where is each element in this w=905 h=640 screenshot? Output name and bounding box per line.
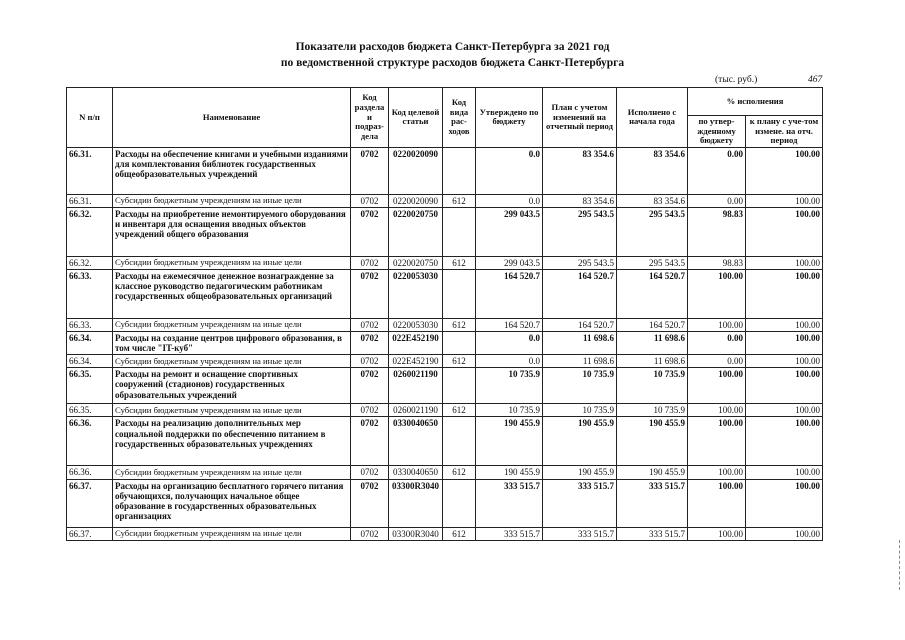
- row-name: Субсидии бюджетным учреждениям на иные цели: [113, 404, 351, 417]
- row-pct-plan: 100.00: [746, 527, 823, 540]
- row-num: 66.31.: [67, 194, 113, 207]
- table-row: [67, 319, 823, 332]
- row-type-code: [443, 332, 476, 355]
- row-type-code: 612: [443, 256, 476, 269]
- row-type-code: 612: [443, 319, 476, 332]
- row-section-code: 0702: [351, 319, 389, 332]
- row-num: 66.34.: [67, 355, 113, 368]
- row-type-code: 612: [443, 527, 476, 540]
- row-num: 66.33.: [67, 319, 113, 332]
- row-approved: 0.0: [476, 194, 543, 207]
- header-num: N п/п: [67, 88, 113, 148]
- row-pct-plan: 100.00: [746, 207, 823, 256]
- row-pct-approved: 100.00: [688, 417, 746, 466]
- row-type-code: [443, 368, 476, 404]
- row-executed: 164 520.7: [617, 319, 688, 332]
- table-row: [67, 527, 823, 540]
- row-type-code: [443, 270, 476, 319]
- row-name: Субсидии бюджетным учреждениям на иные цели: [113, 355, 351, 368]
- table-row: [67, 147, 823, 194]
- row-pct-plan: 100.00: [746, 270, 823, 319]
- row-section-code: 0702: [351, 368, 389, 404]
- table-row: [67, 479, 823, 527]
- row-pct-plan: 100.00: [746, 479, 823, 527]
- row-pct-approved: 0.00: [688, 147, 746, 194]
- row-name: Субсидии бюджетным учреждениям на иные цели: [113, 194, 351, 207]
- table-row: [67, 194, 823, 207]
- row-approved: 0.0: [476, 332, 543, 355]
- row-approved: 333 515.7: [476, 479, 543, 527]
- row-section-code: 0702: [351, 466, 389, 479]
- margin-mark: [899, 540, 901, 590]
- row-num: 66.36.: [67, 466, 113, 479]
- row-section-code: 0702: [351, 256, 389, 269]
- row-section-code: 0702: [351, 527, 389, 540]
- row-num: 66.36.: [67, 417, 113, 466]
- row-num: 66.32.: [67, 256, 113, 269]
- row-pct-approved: 100.00: [688, 527, 746, 540]
- header-article: Код целевой статьи: [389, 88, 443, 148]
- row-pct-plan: 100.00: [746, 417, 823, 466]
- row-article-code: 022E452190: [389, 332, 443, 355]
- row-section-code: 0702: [351, 332, 389, 355]
- row-article-code: 0220053030: [389, 270, 443, 319]
- row-plan: 295 543.5: [543, 207, 617, 256]
- row-plan: 333 515.7: [543, 527, 617, 540]
- row-executed: 164 520.7: [617, 270, 688, 319]
- row-name: Расходы на реализацию дополнительных мер социальной поддержки по обеспечению питанием в государственных образовательных учреждениях: [113, 417, 351, 466]
- row-article-code: 0220020090: [389, 194, 443, 207]
- row-article-code: 03300R3040: [389, 479, 443, 527]
- row-approved: 10 735.9: [476, 404, 543, 417]
- header-name: Наименование: [113, 88, 351, 148]
- row-plan: 83 354.6: [543, 194, 617, 207]
- row-article-code: 0220020090: [389, 147, 443, 194]
- row-executed: 190 455.9: [617, 417, 688, 466]
- row-plan: 164 520.7: [543, 270, 617, 319]
- row-executed: 10 735.9: [617, 368, 688, 404]
- row-type-code: 612: [443, 194, 476, 207]
- row-article-code: 022E452190: [389, 355, 443, 368]
- row-type-code: 612: [443, 355, 476, 368]
- row-article-code: 0330040650: [389, 466, 443, 479]
- row-executed: 83 354.6: [617, 147, 688, 194]
- row-approved: 164 520.7: [476, 270, 543, 319]
- row-pct-plan: 100.00: [746, 147, 823, 194]
- row-pct-approved: 100.00: [688, 479, 746, 527]
- row-num: 66.37.: [67, 527, 113, 540]
- row-article-code: 0330040650: [389, 417, 443, 466]
- row-pct-approved: 100.00: [688, 466, 746, 479]
- row-type-code: [443, 147, 476, 194]
- table-row: [67, 207, 823, 256]
- row-type-code: [443, 417, 476, 466]
- row-pct-approved: 100.00: [688, 270, 746, 319]
- row-pct-plan: 100.00: [746, 466, 823, 479]
- row-section-code: 0702: [351, 147, 389, 194]
- row-approved: 10 735.9: [476, 368, 543, 404]
- row-section-code: 0702: [351, 355, 389, 368]
- header-section: Код раздела и подраз-дела: [351, 88, 389, 148]
- header-pct-plan: к плану с уче-том измене. на отч. период: [746, 116, 823, 148]
- row-name: Субсидии бюджетным учреждениям на иные цели: [113, 256, 351, 269]
- page-number: 467: [808, 75, 823, 85]
- row-plan: 11 698.6: [543, 332, 617, 355]
- row-name: Расходы на организацию бесплатного горячего питания обучающихся, получающих начальное общее образование в государственных образовательных организациях: [113, 479, 351, 527]
- row-article-code: 0220020750: [389, 256, 443, 269]
- table-row: [67, 466, 823, 479]
- row-pct-approved: 0.00: [688, 332, 746, 355]
- row-name: Расходы на ежемесячное денежное вознаграждение за классное руководство педагогическим работникам государственных общеобразовательных организаций: [113, 270, 351, 319]
- row-pct-approved: 100.00: [688, 319, 746, 332]
- row-pct-approved: 0.00: [688, 355, 746, 368]
- row-plan: 190 455.9: [543, 466, 617, 479]
- header-executed: Исполнено с начала года: [617, 88, 688, 148]
- row-section-code: 0702: [351, 417, 389, 466]
- row-plan: 333 515.7: [543, 479, 617, 527]
- header-approved: Утверждено по бюджету: [476, 88, 543, 148]
- row-section-code: 0702: [351, 207, 389, 256]
- row-pct-approved: 98.83: [688, 207, 746, 256]
- report-subtitle: по ведомственной структуре расходов бюджета Санкт-Петербурга: [280, 57, 625, 69]
- row-name: Расходы на создание центров цифрового образования, в том числе "IT-куб": [113, 332, 351, 355]
- row-plan: 10 735.9: [543, 404, 617, 417]
- row-pct-plan: 100.00: [746, 368, 823, 404]
- row-article-code: 03300R3040: [389, 527, 443, 540]
- row-article-code: 0220020750: [389, 207, 443, 256]
- row-num: 66.34.: [67, 332, 113, 355]
- row-num: 66.35.: [67, 368, 113, 404]
- row-approved: 164 520.7: [476, 319, 543, 332]
- table-row: [67, 256, 823, 269]
- table-row: [67, 355, 823, 368]
- row-plan: 11 698.6: [543, 355, 617, 368]
- row-section-code: 0702: [351, 479, 389, 527]
- row-approved: 190 455.9: [476, 466, 543, 479]
- row-plan: 83 354.6: [543, 147, 617, 194]
- header-type: Код вида рас-ходов: [443, 88, 476, 148]
- row-plan: 10 735.9: [543, 368, 617, 404]
- row-plan: 164 520.7: [543, 319, 617, 332]
- row-approved: 0.0: [476, 355, 543, 368]
- row-approved: 299 043.5: [476, 207, 543, 256]
- row-num: 66.37.: [67, 479, 113, 527]
- row-article-code: 0220053030: [389, 319, 443, 332]
- row-article-code: 0260021190: [389, 368, 443, 404]
- row-executed: 333 515.7: [617, 527, 688, 540]
- row-executed: 83 354.6: [617, 194, 688, 207]
- row-name: Расходы на приобретение немонтируемого оборудования и инвентаря для оснащения вводных объектов учреждений общего образования: [113, 207, 351, 256]
- row-type-code: [443, 207, 476, 256]
- table-row: [67, 404, 823, 417]
- row-executed: 295 543.5: [617, 256, 688, 269]
- budget-table: [66, 87, 823, 541]
- row-article-code: 0260021190: [389, 404, 443, 417]
- row-approved: 299 043.5: [476, 256, 543, 269]
- row-plan: 190 455.9: [543, 417, 617, 466]
- header-pct-approved: по утвер-жденному бюджету: [688, 116, 746, 148]
- row-type-code: 612: [443, 404, 476, 417]
- table-body: [67, 147, 823, 540]
- row-pct-plan: 100.00: [746, 404, 823, 417]
- row-section-code: 0702: [351, 194, 389, 207]
- units-label: (тыс. руб.): [715, 75, 758, 85]
- row-section-code: 0702: [351, 404, 389, 417]
- row-pct-plan: 100.00: [746, 194, 823, 207]
- row-num: 66.32.: [67, 207, 113, 256]
- header-pct-group: % исполнения: [688, 88, 823, 116]
- table-row: [67, 332, 823, 355]
- row-approved: 190 455.9: [476, 417, 543, 466]
- row-executed: 11 698.6: [617, 355, 688, 368]
- row-num: 66.35.: [67, 404, 113, 417]
- row-pct-plan: 100.00: [746, 332, 823, 355]
- row-name: Субсидии бюджетным учреждениям на иные цели: [113, 466, 351, 479]
- row-approved: 0.0: [476, 147, 543, 194]
- row-executed: 190 455.9: [617, 466, 688, 479]
- row-executed: 11 698.6: [617, 332, 688, 355]
- row-name: Субсидии бюджетным учреждениям на иные цели: [113, 319, 351, 332]
- row-num: 66.33.: [67, 270, 113, 319]
- table-row: [67, 417, 823, 466]
- row-pct-approved: 98.83: [688, 256, 746, 269]
- row-name: Расходы на ремонт и оснащение спортивных сооружений (стадионов) государственных образовательных учреждений: [113, 368, 351, 404]
- row-name: Субсидии бюджетным учреждениям на иные цели: [113, 527, 351, 540]
- row-type-code: [443, 479, 476, 527]
- table-row: [67, 270, 823, 319]
- row-pct-approved: 100.00: [688, 404, 746, 417]
- row-pct-approved: 0.00: [688, 194, 746, 207]
- header-plan: План с учетом изменений на отчетный период: [543, 88, 617, 148]
- row-executed: 295 543.5: [617, 207, 688, 256]
- row-approved: 333 515.7: [476, 527, 543, 540]
- row-pct-plan: 100.00: [746, 319, 823, 332]
- row-executed: 10 735.9: [617, 404, 688, 417]
- report-title: Показатели расходов бюджета Санкт-Петербурга за 2021 год: [295, 41, 610, 53]
- row-pct-plan: 100.00: [746, 355, 823, 368]
- row-num: 66.31.: [67, 147, 113, 194]
- table-row: [67, 368, 823, 404]
- row-name: Расходы на обеспечение книгами и учебными изданиями для комплектования библиотек государственных общеобразовательных учреждений: [113, 147, 351, 194]
- row-pct-plan: 100.00: [746, 256, 823, 269]
- row-type-code: 612: [443, 466, 476, 479]
- row-executed: 333 515.7: [617, 479, 688, 527]
- row-pct-approved: 100.00: [688, 368, 746, 404]
- row-section-code: 0702: [351, 270, 389, 319]
- row-plan: 295 543.5: [543, 256, 617, 269]
